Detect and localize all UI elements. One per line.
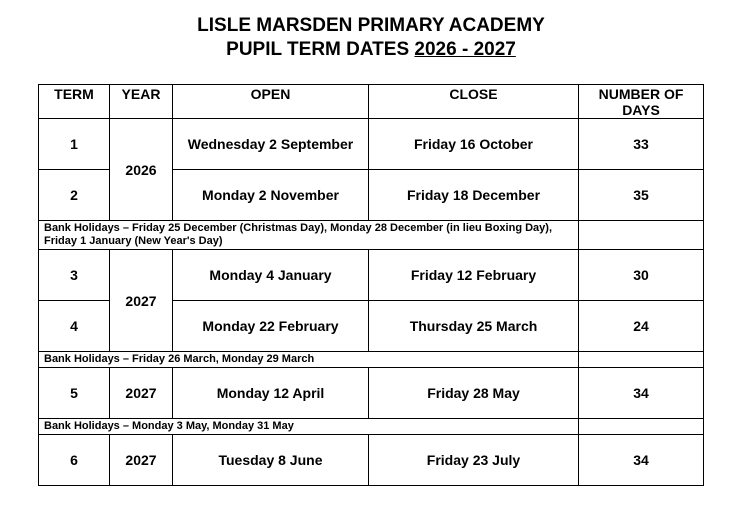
term-cell: 3 (39, 250, 110, 301)
days-cell: 24 (579, 301, 704, 352)
table-row (39, 435, 704, 486)
year-cell: 2027 (110, 368, 173, 419)
bank-holiday-row (39, 352, 704, 368)
open-cell: Monday 22 February (173, 301, 369, 352)
bank-holiday-note: Bank Holidays – Monday 3 May, Monday 31 May (39, 419, 579, 435)
header-open: OPEN (173, 85, 369, 119)
bank-holiday-row (39, 419, 704, 435)
open-cell: Monday 2 November (173, 170, 369, 221)
close-cell: Friday 28 May (369, 368, 579, 419)
header-term: TERM (39, 85, 110, 119)
table-row (39, 119, 704, 170)
open-cell: Wednesday 2 September (173, 119, 369, 170)
term-cell: 6 (39, 435, 110, 486)
header-year: YEAR (110, 85, 173, 119)
close-cell: Friday 23 July (369, 435, 579, 486)
term-cell: 4 (39, 301, 110, 352)
year-cell: 2026 (110, 119, 173, 221)
days-cell: 30 (579, 250, 704, 301)
close-cell: Thursday 25 March (369, 301, 579, 352)
document-title: LISLE MARSDEN PRIMARY ACADEMY (197, 15, 545, 36)
bank-holiday-row (39, 221, 704, 250)
days-cell: 35 (579, 170, 704, 221)
subtitle-prefix: PUPIL TERM DATES (226, 39, 415, 60)
empty-cell (579, 419, 704, 435)
days-cell: 33 (579, 119, 704, 170)
subtitle-years: 2026 - 2027 (414, 39, 516, 60)
table-header-row (39, 85, 704, 119)
open-cell: Tuesday 8 June (173, 435, 369, 486)
term-cell: 2 (39, 170, 110, 221)
empty-cell (579, 352, 704, 368)
empty-cell (579, 221, 704, 250)
bank-holiday-note: Bank Holidays – Friday 25 December (Christmas Day), Monday 28 December (in lieu Boxing Day), Friday 1 January (New Year's Day) (39, 221, 579, 250)
close-cell: Friday 18 December (369, 170, 579, 221)
term-cell: 1 (39, 119, 110, 170)
header-number-of-days: NUMBER OF DAYS (579, 85, 704, 119)
year-cell: 2027 (110, 250, 173, 352)
table-row (39, 368, 704, 419)
open-cell: Monday 12 April (173, 368, 369, 419)
close-cell: Friday 16 October (369, 119, 579, 170)
open-cell: Monday 4 January (173, 250, 369, 301)
days-cell: 34 (579, 435, 704, 486)
days-cell: 34 (579, 368, 704, 419)
term-cell: 5 (39, 368, 110, 419)
term-dates-table (38, 84, 704, 486)
header-close: CLOSE (369, 85, 579, 119)
table-row (39, 250, 704, 301)
year-cell: 2027 (110, 435, 173, 486)
bank-holiday-note: Bank Holidays – Friday 26 March, Monday 29 March (39, 352, 579, 368)
close-cell: Friday 12 February (369, 250, 579, 301)
document-subtitle (0, 39, 742, 61)
